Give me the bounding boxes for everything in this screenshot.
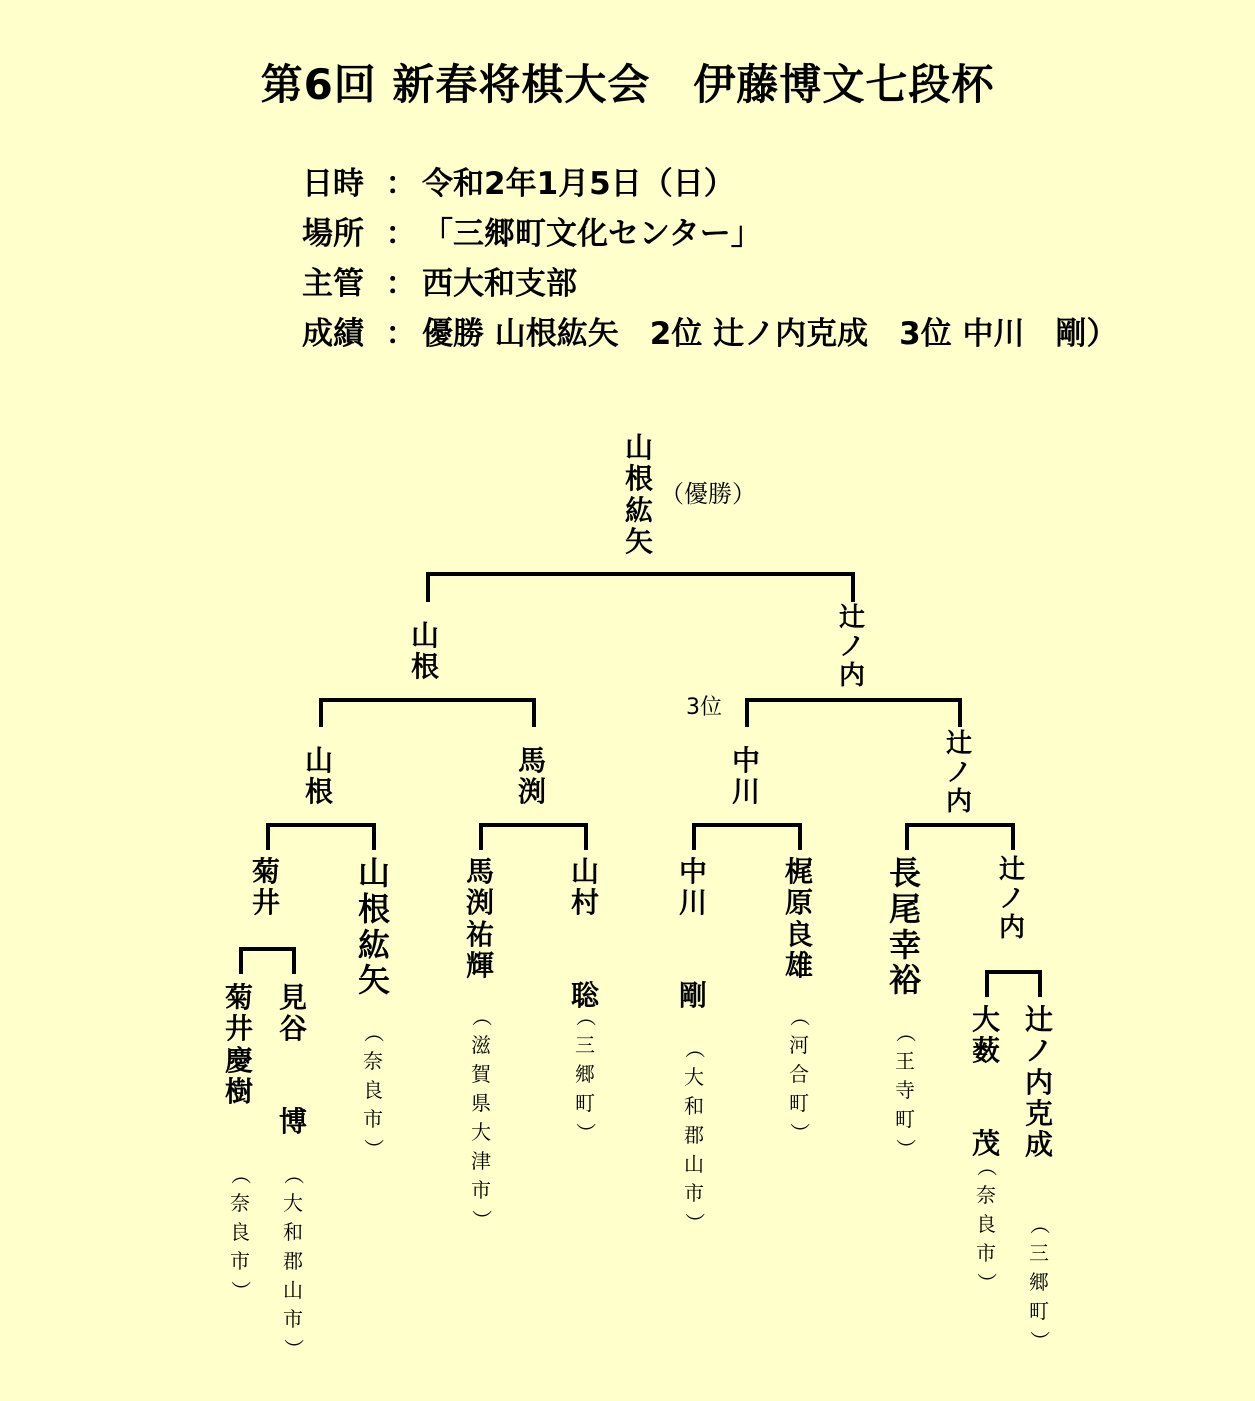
vertical-char: 根: [357, 889, 390, 928]
bracket-semi-left-line: [321, 700, 534, 725]
vertical-char: 幸: [888, 925, 921, 964]
vertical-char: ）: [1027, 1330, 1052, 1351]
vertical-char: 菊: [224, 981, 253, 1014]
vertical-char: 大: [471, 1120, 491, 1144]
player-name: [783, 856, 815, 981]
vertical-char: 渕: [465, 886, 494, 920]
vertical-char: （: [787, 1006, 812, 1027]
vertical-char: 津: [471, 1149, 491, 1173]
vertical-char: 中: [731, 744, 760, 777]
player-place: [468, 1002, 494, 1234]
vertical-char: 内: [838, 661, 865, 692]
vertical-char: 谷: [278, 1012, 307, 1046]
info-colon: ：: [385, 316, 417, 352]
vertical-char: ）: [573, 1122, 598, 1143]
vertical-char: 長: [888, 854, 921, 892]
vertical-char: 聡: [570, 979, 599, 1013]
player-place: [281, 1160, 305, 1363]
info-value: 「三郷町文化センター」: [422, 216, 762, 252]
vertical-char: 辻: [998, 855, 1025, 885]
vertical-char: 市: [471, 1178, 491, 1202]
vertical-char: 中: [678, 855, 707, 888]
vertical-char: 原: [784, 886, 813, 920]
info-value: 西大和支部: [422, 266, 577, 302]
vertical-char: （: [281, 1164, 306, 1185]
vertical-char: （: [974, 1156, 999, 1177]
vertical-char: 根: [624, 462, 653, 496]
vertical-char: 根: [304, 775, 333, 809]
vertical-char: 市: [976, 1241, 996, 1265]
qf-a-name: [251, 856, 281, 919]
info-label: 日時: [302, 166, 364, 202]
vertical-char: 馬: [517, 744, 546, 777]
vertical-char: ）: [682, 1212, 707, 1233]
info-value: 令和2年1月5日（日）: [422, 166, 735, 202]
vertical-char: 寺: [895, 1078, 915, 1102]
player-name: [569, 856, 601, 1012]
vertical-char: 慶: [224, 1043, 253, 1077]
vertical-char: 河: [789, 1033, 809, 1057]
bracket-r1-a-line: [241, 949, 294, 972]
vertical-char: 山: [570, 855, 599, 888]
vertical-char: 市: [363, 1107, 383, 1131]
vertical-char: 菊: [251, 855, 280, 888]
info-label: 成績: [302, 316, 364, 352]
vertical-char: 渕: [517, 775, 546, 809]
player-place: [974, 1152, 998, 1297]
vertical-char: 辻: [945, 729, 972, 759]
bracket-semi-right-line: [747, 700, 960, 725]
semi-d-name: [944, 730, 974, 817]
vertical-char: [677, 919, 709, 981]
vertical-char: ノ: [1024, 1034, 1053, 1068]
vertical-char: 町: [1029, 1299, 1049, 1323]
bracket-qf-a-line: [268, 825, 374, 848]
vertical-char: 郡: [684, 1123, 704, 1147]
page-title: 第6回 新春将棋大会 伊藤博文七段杯: [260, 60, 995, 109]
vertical-char: 奈: [363, 1049, 383, 1073]
vertical-char: 輝: [465, 949, 494, 983]
vertical-char: 山: [357, 854, 390, 892]
vertical-char: （: [361, 1022, 386, 1043]
vertical-char: [569, 919, 601, 981]
final-right-name: [837, 604, 867, 691]
vertical-char: 内: [998, 913, 1025, 944]
vertical-char: ）: [974, 1272, 999, 1293]
vertical-char: 王: [895, 1049, 915, 1073]
vertical-char: 市: [230, 1249, 250, 1273]
player-place: [573, 1002, 597, 1147]
info-label: 主管: [302, 266, 364, 302]
vertical-char: 矢: [357, 961, 390, 1000]
semi-b-name: [517, 745, 547, 808]
player-place: [361, 1018, 385, 1163]
vertical-char: （: [893, 1022, 918, 1043]
info-value: 優勝 山根紘矢 2位 辻ノ内克成 3位 中川 剛）: [422, 316, 1118, 352]
vertical-char: ノ: [945, 758, 972, 789]
vertical-char: 町: [575, 1091, 595, 1115]
player-name: [464, 856, 496, 981]
player-name: [223, 982, 255, 1107]
bracket-qf-c-line: [694, 825, 800, 848]
vertical-char: 梶: [784, 855, 813, 888]
semi-a-name: [304, 745, 334, 808]
vertical-char: 村: [570, 886, 599, 920]
third-place-note: 3位: [686, 695, 722, 720]
player-place: [1027, 1210, 1051, 1355]
bracket-final-line: [428, 574, 853, 600]
player-name: [887, 856, 923, 999]
vertical-char: 山: [684, 1152, 704, 1176]
player-name: [677, 856, 709, 1012]
vertical-char: 辻: [838, 603, 865, 633]
vertical-char: 博: [278, 1105, 307, 1139]
info-colon: ：: [385, 216, 417, 252]
bracket-r1-b-line: [987, 972, 1040, 995]
vertical-char: 郷: [575, 1062, 595, 1086]
vertical-char: 見: [278, 981, 307, 1014]
vertical-char: 雄: [784, 949, 813, 983]
vertical-char: 良: [363, 1078, 383, 1102]
vertical-char: 内: [1024, 1065, 1053, 1099]
vertical-char: 薮: [971, 1034, 1000, 1068]
info-colon: ：: [385, 266, 417, 302]
vertical-char: 山: [410, 619, 439, 652]
vertical-char: 町: [895, 1107, 915, 1131]
vertical-char: 裕: [888, 961, 921, 1000]
champion-note: （優勝）: [660, 480, 756, 508]
player-name: [356, 856, 392, 999]
vertical-char: 克: [1024, 1097, 1053, 1131]
vertical-char: （: [573, 1006, 598, 1027]
player-name: [968, 1004, 1004, 1160]
vertical-char: 郡: [283, 1249, 303, 1273]
vertical-char: 山: [304, 744, 333, 777]
vertical-char: 県: [471, 1091, 491, 1115]
vertical-char: 三: [1029, 1241, 1049, 1265]
bracket-qf-d-line: [907, 825, 1013, 848]
vertical-char: 馬: [465, 855, 494, 888]
vertical-char: 祐: [465, 917, 494, 951]
vertical-char: [277, 1045, 309, 1107]
vertical-char: ）: [228, 1280, 253, 1301]
vertical-char: 合: [789, 1062, 809, 1086]
vertical-char: 良: [230, 1220, 250, 1244]
vertical-char: 紘: [357, 925, 390, 964]
vertical-char: 井: [251, 886, 280, 920]
vertical-char: ）: [361, 1138, 386, 1159]
qf-c-name: [997, 856, 1027, 943]
vertical-char: 辻: [1024, 1003, 1053, 1036]
vertical-char: ）: [787, 1122, 812, 1143]
vertical-char: ノ: [838, 632, 865, 663]
vertical-char: （: [1027, 1214, 1052, 1235]
bracket-qf-b-line: [481, 825, 586, 848]
info-label: 場所: [302, 216, 364, 252]
vertical-char: 内: [945, 787, 972, 818]
vertical-char: 大: [283, 1191, 303, 1215]
vertical-char: 井: [224, 1012, 253, 1046]
vertical-char: 茂: [971, 1127, 1000, 1161]
vertical-char: 和: [283, 1220, 303, 1244]
vertical-char: 樹: [224, 1075, 253, 1109]
vertical-char: ノ: [998, 884, 1025, 915]
vertical-char: 和: [684, 1094, 704, 1118]
player-name: [1021, 1004, 1057, 1161]
vertical-char: 剛: [678, 979, 707, 1013]
player-place: [228, 1160, 252, 1305]
player-place: [893, 1018, 917, 1163]
info-colon: ：: [385, 166, 417, 202]
vertical-char: 郷: [1029, 1270, 1049, 1294]
vertical-char: 良: [784, 917, 813, 951]
vertical-char: 山: [624, 431, 653, 464]
final-left-name: [410, 620, 440, 683]
vertical-char: 山: [283, 1278, 303, 1302]
vertical-char: 賀: [471, 1062, 491, 1086]
vertical-char: 市: [684, 1181, 704, 1205]
semi-c-name: [731, 745, 761, 808]
vertical-char: （: [682, 1038, 707, 1059]
vertical-char: 川: [678, 886, 707, 920]
vertical-char: 町: [789, 1091, 809, 1115]
vertical-char: [968, 1067, 1004, 1129]
player-name: [277, 982, 309, 1138]
vertical-char: 奈: [976, 1183, 996, 1207]
player-place: [787, 1002, 811, 1147]
vertical-char: 紘: [624, 493, 653, 527]
vertical-char: 良: [976, 1212, 996, 1236]
vertical-char: 矢: [624, 525, 653, 559]
vertical-char: （: [469, 1006, 494, 1027]
player-place: [682, 1034, 706, 1237]
vertical-char: 滋: [471, 1033, 491, 1057]
champion-name: [624, 432, 654, 557]
vertical-char: 大: [684, 1065, 704, 1089]
vertical-char: 奈: [230, 1191, 250, 1215]
vertical-char: 川: [731, 775, 760, 809]
vertical-char: 三: [575, 1033, 595, 1057]
vertical-char: 大: [971, 1003, 1000, 1036]
vertical-char: ）: [893, 1138, 918, 1159]
vertical-char: （: [228, 1164, 253, 1185]
vertical-char: 市: [283, 1307, 303, 1331]
vertical-char: ）: [281, 1338, 306, 1359]
vertical-char: 尾: [888, 889, 921, 928]
vertical-char: 根: [410, 650, 439, 684]
vertical-char: ）: [469, 1209, 494, 1230]
vertical-char: 成: [1024, 1128, 1053, 1162]
